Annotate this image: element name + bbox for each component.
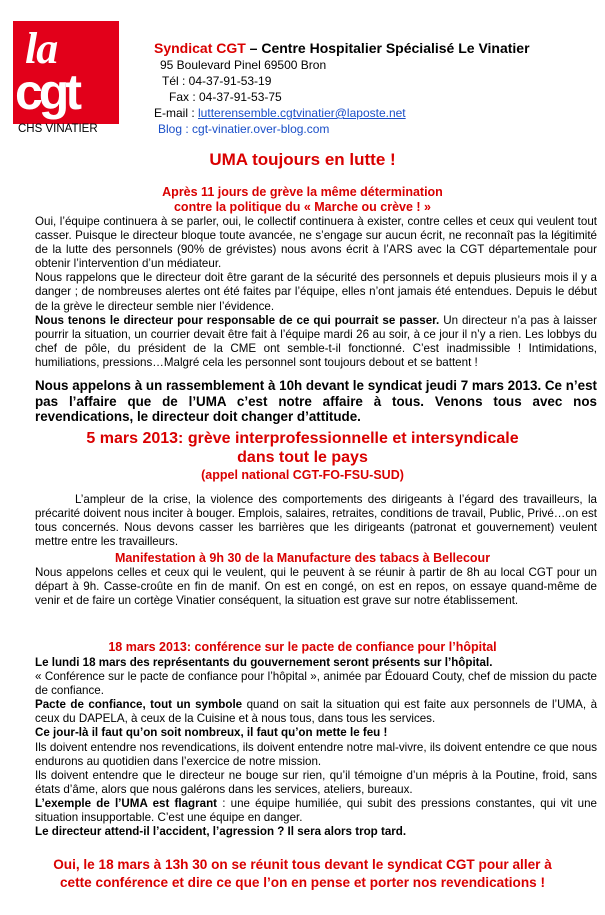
blog-link[interactable]: cgt-vinatier.over-blog.com — [192, 122, 330, 136]
section3-l3-bold: Pacte de confiance, tout un symbole — [35, 698, 243, 712]
section1-paragraph-2: Nous rappelons que le directeur doit être garant de la sécurité des personnels et depuis plusieurs mois il y a danger ; de nombreuses alertes ont été faites par l’équipe, elles n’ont jamais été entendues. Depuis le début de la grève le directeur semble nier l’évidence. — [35, 271, 597, 313]
section2-paragraph-1: L’ampleur de la crise, la violence des comportements des dirigeants à l’égard des travailleurs, la précarité doivent nous inciter à bouger. Emplois, salaires, retraites, conditions de travail, Public, Privé…on est tous concernés. Nous devons casser les barrières que les dirigeants (patronat et gouvernement) veulent mettre entre les travailleurs. — [35, 493, 597, 549]
section2-title-line1: 5 mars 2013: grève interprofessionnelle et intersyndicale — [86, 430, 519, 447]
cgt-logo — [13, 21, 119, 124]
section3-line-1: Le lundi 18 mars des représentants du gouvernement seront présents sur l’hôpital. — [35, 656, 493, 669]
section3-l3-rest: quand on sait la situation qui est faite aux personnels de l’UMA, à ceux du DAPELA, à ceux de la Cuisine et à nous tous, dans tous les services. — [35, 698, 598, 726]
header-fax: Fax : 04-37-91-53-75 — [169, 90, 282, 104]
section2-manif: Manifestation à 9h 30 de la Manufacture des tabacs à Bellecour — [114, 551, 491, 565]
section3-l7-bold: L’exemple de l’UMA est flagrant — [35, 796, 218, 810]
section2-paragraph-2: Nous appelons celles et ceux qui le veulent, qui le peuvent à se réunir à partir de 8h au local CGT pour un départ à 9h. Casse-croûte en fin de manif. On est en congé, on est en repos, on essaye quand-même de venir et de faire un cortège Vinatier conséquent, la situation est grave sur notre établissement. — [35, 566, 597, 608]
section1-call: Nous appelons à un rassemblement à 10h devant le syndicat jeudi 7 mars 2013. Ce n’est pas l’affaire que de l’UMA c’est notre affaire à tous. Venons tous avec nos revendications, le directeur doit changer d’attitude. — [35, 378, 597, 424]
section3-line-6: Ils doivent entendre que le directeur ne bouge sur rien, qu’il témoigne d’un mépris à la Poutine, froid, sans états d’âme, alors que nous galérons dans les services, ateliers, bureaux. — [35, 768, 597, 796]
header-blog-row — [158, 121, 329, 137]
header-address: 95 Boulevard Pinel 69500 Bron — [160, 58, 327, 72]
section1-paragraph-1: Oui, l’équipe continuera à se parler, oui, le collectif continuera à exister, contre celles et ceux qui veulent tout casser. Puisque le directeur bloque toute avancée, ne s’engage sur aucun écrit, ne reconnaît pas la légitimité de la lutte des personnels (90% de grévistes) nous avons écrit à l’ARS avec la CGT départementale pour obtenir l’intervention d’un médiateur. — [35, 215, 597, 271]
section3-line-5: Ils doivent entendre nos revendications, ils doivent entendre notre mal-vivre, ils doivent entendre ce que nous endurons au quotidien dans l’exercice de notre mission. — [35, 740, 597, 768]
section1-sub-line1: Après 11 jours de grève la même détermination — [162, 185, 443, 199]
section2-subtitle: (appel national CGT-FO-FSU-SUD) — [201, 468, 404, 482]
final-call-line2: cette conférence et dire ce que l’on en pense et porter nos revendications ! — [60, 875, 545, 890]
section2-title-line2: dans tout le pays — [237, 449, 368, 466]
blog-label: Blog : — [158, 122, 193, 136]
section3-line-2: « Conférence sur le pacte de confiance pour l’hôpital », animée par Édouard Couty, chef de mission du pacte de confiance. — [35, 670, 597, 698]
header-org-rest: – Centre Hospitalier Spécialisé Le Vinatier — [245, 40, 530, 56]
section3-body — [35, 656, 597, 839]
section3-l7-rest: : une équipe humiliée, qui subit des pressions constantes, qui vit une situation insupportable. C’est une équipe en danger. — [35, 796, 598, 825]
header-email-row — [154, 105, 406, 121]
section3-line-8: Le directeur attend-il l’accident, l’agression ? Il sera alors trop tard. — [35, 825, 407, 839]
email-link[interactable]: lutterensemble.cgtvinatier@laposte.net — [198, 106, 406, 120]
logo-word-la: la — [25, 24, 58, 73]
header-tel: Tél : 04-37-91-53-19 — [162, 74, 272, 88]
section3-title: 18 mars 2013: conférence sur le pacte de confiance pour l’hôpital — [108, 640, 497, 654]
section3-line-4: Ce jour-là il faut qu’on soit nombreux, il faut qu’on mette le feu ! — [35, 726, 388, 740]
header-title — [154, 40, 530, 56]
section1-title: UMA toujours en lutte ! — [209, 150, 396, 169]
section3-line-3 — [35, 698, 597, 726]
section1-sub-line2: contre la politique du « Marche ou crève ! » — [173, 200, 431, 214]
section1-paragraph-3 — [35, 314, 597, 370]
logo-caption: CHS VINATIER — [18, 123, 98, 135]
header-org: Syndicat CGT — [154, 40, 246, 56]
section3-line-7 — [35, 797, 597, 825]
section1-body — [35, 215, 597, 370]
section1-p3-rest: Un directeur n’a pas à laisser pourrir la situation, un courrier devait être fait à l’équipe mardi 26 au soir, à ce jour il n’y a rien. Les lobbys du chef de pôle, du président de la CME ont semble-t-il fonctionné. C’est inadmissible ! Intimidations, humiliations, pressions…Malgré cela les personnel sont toujours debout et se battent ! — [35, 313, 597, 369]
section1-p3-bold: Nous tenons le directeur pour responsable de ce qui pourrait se passer. — [35, 313, 440, 327]
email-label: E-mail : — [154, 106, 199, 120]
final-call-line1: Oui, le 18 mars à 13h 30 on se réunit tous devant le syndicat CGT pour aller à — [53, 857, 552, 872]
logo-word-cgt: cgt — [15, 64, 78, 120]
